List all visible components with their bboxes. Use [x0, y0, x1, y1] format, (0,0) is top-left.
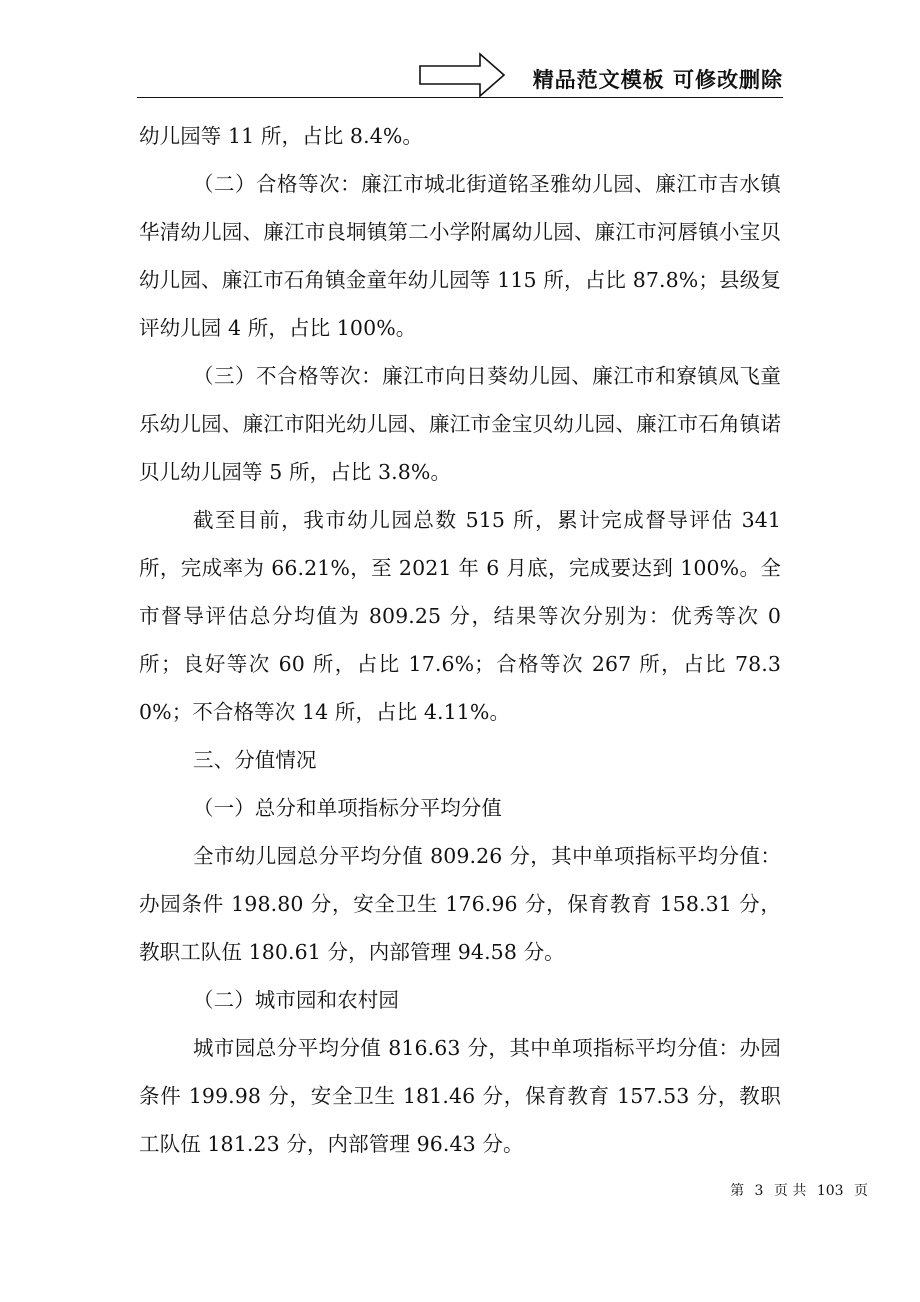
- section-heading-scores: 三、分值情况: [193, 748, 317, 772]
- document-body: [139, 112, 781, 1168]
- header-divider: [137, 97, 783, 98]
- page-prefix: 第: [730, 1183, 745, 1199]
- page-number: 3: [754, 1183, 764, 1199]
- subheading-urban-rural: （二）城市园和农村园: [193, 988, 399, 1012]
- page-footer: [730, 1180, 868, 1200]
- paragraph-qualified-grade: （二）合格等次：廉江市城北街道铭圣雅幼儿园、廉江市吉水镇华清幼儿园、廉江市良垌镇第二小学附属幼儿园、廉江市河唇镇小宝贝幼儿园、廉江市石角镇金童年幼儿园等 115 所，占比 87.8%；县级复评幼儿园 4 所，占比 100%。: [139, 172, 781, 340]
- arrow-right-icon: [418, 52, 508, 98]
- paragraph-unqualified-grade: （三）不合格等次：廉江市向日葵幼儿园、廉江市和寮镇凤飞童乐幼儿园、廉江市阳光幼儿园、廉江市金宝贝幼儿园、廉江市石角镇诺贝儿幼儿园等 5 所，占比 3.8%。: [139, 364, 781, 484]
- total-pages: 103: [816, 1183, 844, 1199]
- subheading-total-and-single-scores: （一）总分和单项指标分平均分值: [193, 796, 502, 820]
- page-mid: 页 共: [773, 1183, 807, 1199]
- page-header: [0, 0, 920, 100]
- header-title: 精品范文模板 可修改删除: [532, 68, 783, 92]
- page-suffix: 页: [854, 1183, 868, 1199]
- paragraph-continued: 幼儿园等 11 所，占比 8.4%。: [139, 124, 424, 148]
- paragraph-urban-scores: 城市园总分平均分值 816.63 分，其中单项指标平均分值：办园条件 199.98 分，安全卫生 181.46 分，保育教育 157.53 分，教职工队伍 181.23 分，内部管理 96.43 分。: [139, 1036, 781, 1156]
- paragraph-overall-progress: 截至目前，我市幼儿园总数 515 所，累计完成督导评估 341 所，完成率为 66.21%，至 2021 年 6 月底，完成要达到 100%。全市督导评估总分均值为 809.25 分，结果等次分别为：优秀等次 0 所；良好等次 60 所，占比 17.6%；合格等次 267 所，占比 78.30%；不合格等次 14 所，占比 4.11%。: [139, 508, 781, 724]
- paragraph-citywide-scores: 全市幼儿园总分平均分值 809.26 分，其中单项指标平均分值：办园条件 198.80 分，安全卫生 176.96 分，保育教育 158.31 分，教职工队伍 180.61 分，内部管理 94.58 分。: [139, 844, 781, 964]
